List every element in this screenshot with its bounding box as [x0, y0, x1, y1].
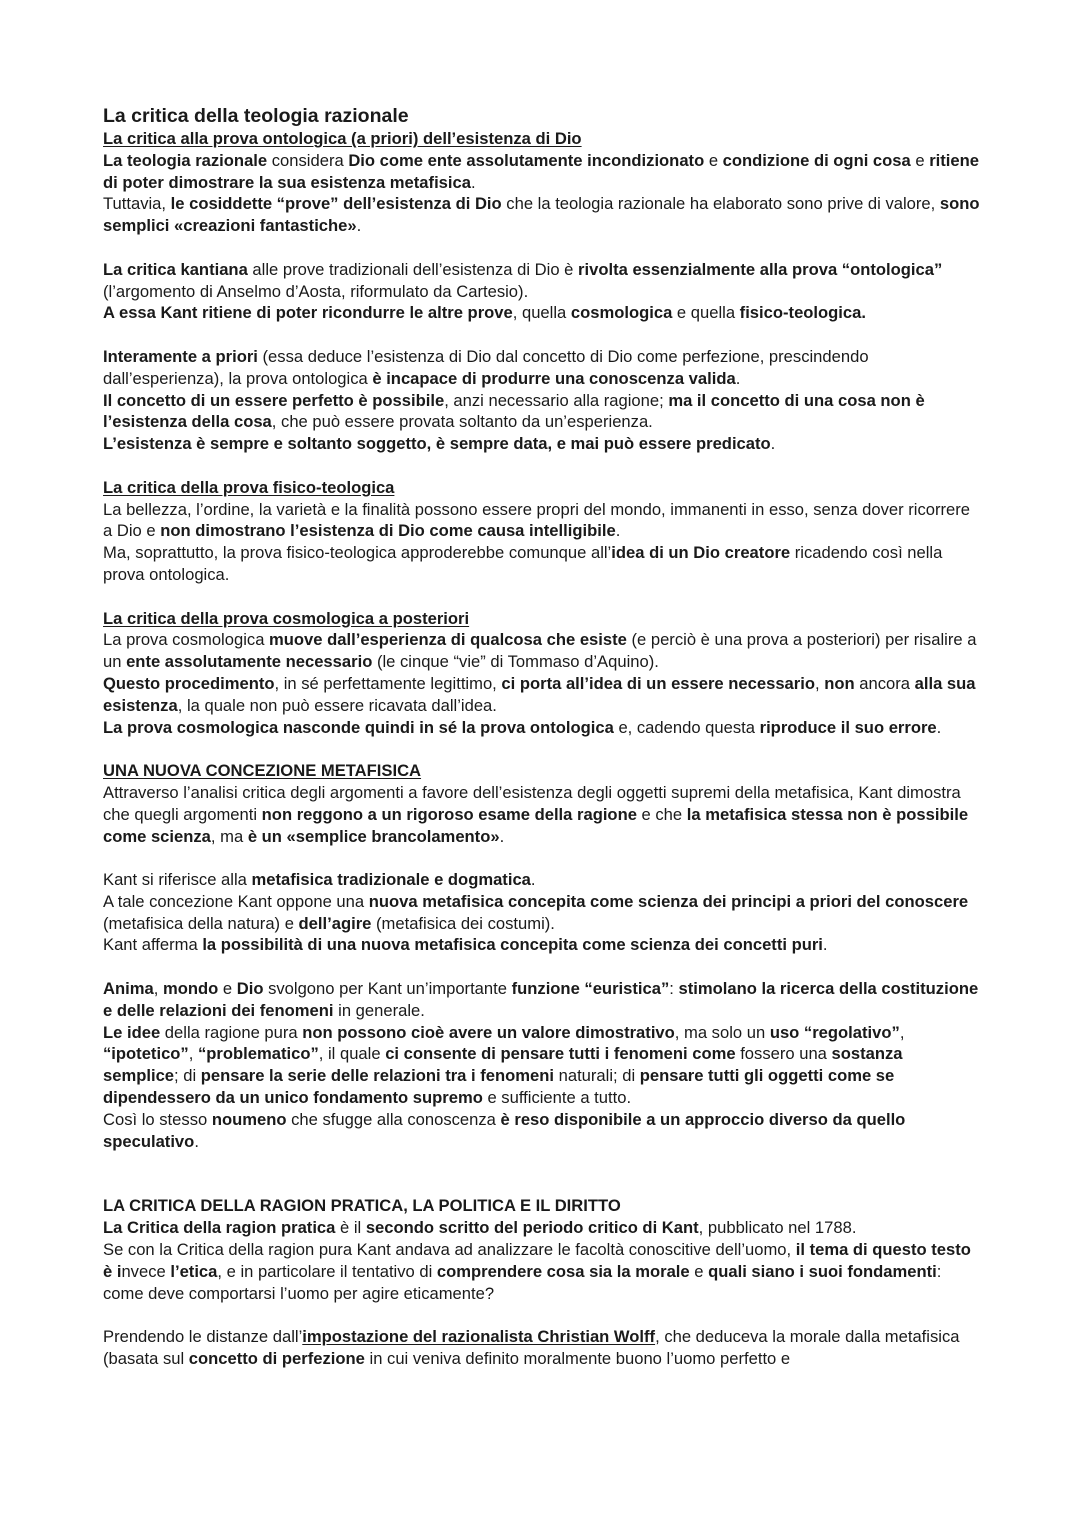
text-run: , che può essere provata soltanto da un’esperienza. [271, 412, 653, 432]
paragraph [103, 891, 980, 935]
text-run: , anzi necessario alla ragione; [444, 390, 669, 410]
text-run: , la quale non può essere ricavata dall’idea. [177, 695, 497, 715]
bold-text: è un «semplice brancolamento» [247, 826, 500, 846]
text-run: . [470, 172, 476, 192]
section-heading-practical-reason: LA CRITICA DELLA RAGION PRATICA, LA POLITICA E IL DIRITTO [103, 1196, 621, 1216]
bold-text: non dimostrano l’esistenza di Dio come causa intelligibile [160, 521, 616, 541]
bold-text: Questo procedimento [103, 673, 275, 693]
text-run: (le cinque “vie” di Tommaso d’Aquino). [372, 652, 659, 672]
text-run: , ma [210, 826, 248, 846]
text-run: Attraverso l’analisi critica degli argomenti a favore dell’esistenza degli oggetti supremi della metafisica, Kant dimostra che quegli argomenti [103, 782, 961, 824]
text-run: , e in particolare il tentativo di [217, 1261, 437, 1281]
text-run: considera [267, 150, 349, 170]
bold-text: idea di un Dio creatore [611, 543, 791, 563]
bold-text: ma il concetto di una cosa non è l’esistenza della cosa [103, 390, 925, 432]
bold-text: la metafisica stessa non è possibile come scienza [103, 804, 969, 846]
bold-text: condizione di ogni cosa [722, 150, 911, 170]
bold-text: sostanza semplice [103, 1044, 903, 1086]
paragraph [103, 302, 980, 324]
text-run: che sfugge alla conoscenza [286, 1109, 501, 1129]
text-run: è il [335, 1218, 366, 1238]
bold-text: La prova cosmologica nasconde quindi in sé la prova ontologica [103, 717, 614, 737]
paragraph [103, 782, 980, 847]
text-run: (e perciò è una prova a posteriori) per risalire a un [103, 630, 977, 672]
page-title: La critica della teologia razionale [103, 105, 409, 127]
text-run: (l’argomento di Anselmo d’Aosta, riformulato da Cartesio). [103, 281, 529, 301]
bold-text: dell’agire [298, 913, 372, 933]
bold-text: La critica kantiana [103, 259, 248, 279]
text-run: , in sé perfettamente legittimo, [274, 673, 502, 693]
underlined-text: impostazione del razionalista Christian Wolff [302, 1327, 656, 1347]
text-run: , [153, 979, 163, 999]
text-run: Tuttavia, [103, 194, 171, 214]
text-run: e sufficiente a tutto. [482, 1088, 632, 1108]
bold-text: stimolano la ricerca della costituzione e delle relazioni dei fenomeni [103, 979, 979, 1020]
paragraph [103, 629, 980, 673]
text-run: . [735, 368, 741, 388]
bold-text: non possono cioè avere un valore dimostrativo [302, 1022, 675, 1042]
paragraph [103, 978, 980, 1022]
bold-text: è incapace di produrre una conoscenza valida [372, 368, 736, 388]
text-run: , il quale [318, 1044, 386, 1064]
text-run: La bellezza, l’ordine, la varietà e la finalità possono essere propri del mondo, immanenti in esso, senza dover ricorrere a Dio e [103, 499, 971, 541]
bold-text: metafisica tradizionale e dogmatica [251, 870, 531, 890]
text-run: , [899, 1022, 905, 1042]
paragraph [103, 1022, 980, 1109]
text-run: e, cadendo questa [613, 717, 760, 737]
text-run: . [615, 521, 621, 541]
bold-text: Dio come ente assolutamente incondizionato [348, 150, 705, 170]
text-run: in generale. [333, 1000, 425, 1020]
paragraph [103, 499, 980, 543]
paragraph [103, 193, 980, 237]
section-heading-cosmological: La critica della prova cosmologica a posteriori [103, 608, 470, 628]
text-run: . [356, 216, 362, 236]
text-run: Così lo stesso [103, 1109, 212, 1129]
text-run: Ma, soprattutto, la prova fisico-teologica approderebbe comunque all’ [103, 543, 612, 563]
bold-text: noumeno [211, 1109, 287, 1129]
bold-text: Le idee [103, 1022, 161, 1042]
paragraph [103, 1217, 980, 1239]
paragraph [103, 1326, 980, 1370]
text-run: : [669, 979, 679, 999]
text-run: della ragione pura [160, 1022, 303, 1042]
text-run: e [689, 1261, 709, 1281]
paragraph [103, 150, 980, 194]
text-run: . [822, 935, 828, 955]
paragraph [103, 346, 980, 390]
text-run: A tale concezione Kant oppone una [103, 891, 369, 911]
section-heading-new-metaphysics: UNA NUOVA CONCEZIONE METAFISICA [103, 761, 422, 781]
text-run: . [530, 870, 536, 890]
bold-text: ci consente di pensare tutti i fenomeni come [385, 1044, 736, 1064]
paragraph [103, 673, 980, 717]
bold-text: rivolta essenzialmente alla prova “ontologica” [578, 259, 943, 279]
section-heading-physicotheological: La critica della prova fisico-teologica [103, 477, 395, 497]
text-run: che la teologia razionale ha elaborato sono prive di valore, [501, 194, 940, 214]
bold-text: “ipotetico” [103, 1044, 189, 1064]
bold-text: non reggono a un rigoroso esame della ragione [261, 804, 637, 824]
text-run: Kant afferma [103, 935, 203, 955]
text-run: svolgono per Kant un’importante [263, 979, 512, 999]
bold-text: pensare tutti gli oggetti come se dipendessero da un unico fondamento supremo [103, 1066, 895, 1108]
bold-text: ritiene di poter dimostrare la sua esistenza metafisica [103, 150, 980, 192]
bold-text: non [824, 673, 855, 693]
text-run: ricadendo così nella prova ontologica. [103, 543, 943, 584]
text-run: e [218, 979, 237, 999]
paragraph [103, 259, 980, 303]
bold-text: uso “regolativo” [769, 1022, 900, 1042]
bold-text: l’etica [170, 1261, 218, 1281]
bold-text: La Critica della ragion pratica [103, 1218, 336, 1238]
text-run: . [499, 826, 505, 846]
text-run: , che deduceva la morale dalla metafisica (basata sul [103, 1327, 960, 1369]
text-run: in cui veniva definito moralmente buono l’uomo perfetto e [364, 1349, 791, 1369]
paragraph [103, 390, 980, 434]
text-run: (metafisica della natura) e [103, 913, 299, 933]
bold-text: Il concetto di un essere perfetto è possibile [103, 390, 445, 410]
bold-text: ci porta all’idea di un essere necessario [501, 673, 815, 693]
bold-text: muove dall’esperienza di qualcosa che esiste [269, 630, 627, 650]
bold-text: la possibilità di una nuova metafisica concepita come scienza dei concetti puri [202, 935, 823, 955]
bold-text: A essa Kant ritiene di poter ricondurre le altre prove [103, 303, 513, 323]
paragraph [103, 869, 980, 891]
bold-text: il tema di questo testo è i [103, 1240, 971, 1281]
text-run: fossero una [735, 1044, 832, 1064]
section-heading-ontological: La critica alla prova ontologica (a priori) dell’esistenza di Dio [103, 129, 582, 148]
bold-text: quali siano i suoi fondamenti [708, 1261, 937, 1281]
bold-text: secondo scritto del periodo critico di Kant [365, 1218, 699, 1238]
paragraph [103, 1109, 980, 1153]
bold-text: concetto di perfezione [188, 1349, 365, 1369]
text-run: , quella [512, 303, 571, 323]
text-run: nvece [121, 1261, 171, 1281]
text-run: . [936, 717, 942, 737]
text-run: alle prove tradizionali dell’esistenza di Dio è [247, 259, 579, 279]
bold-text: pensare la serie delle relazioni tra i fenomeni [200, 1066, 554, 1086]
bold-text: comprendere cosa sia la morale [436, 1261, 690, 1281]
bold-text: nuova metafisica concepita come scienza dei principi a priori del conoscere [368, 891, 969, 911]
bold-text: Anima [103, 979, 154, 999]
bold-text [302, 1327, 655, 1346]
bold-text: riproduce il suo errore [759, 717, 937, 737]
text-run: e [704, 150, 723, 170]
text-run: , ma solo un [674, 1022, 770, 1042]
text-run: e che [636, 804, 687, 824]
paragraph [103, 1239, 980, 1304]
bold-text: Dio [236, 979, 264, 999]
bold-text: è reso disponibile a un approccio diverso da quello speculativo [103, 1109, 906, 1151]
text-run: e [910, 150, 930, 170]
bold-text: alla sua esistenza [103, 673, 976, 715]
text-run: . [194, 1131, 199, 1151]
paragraph [103, 433, 980, 455]
text-run: naturali; di [554, 1066, 640, 1086]
bold-text: ente assolutamente necessario [126, 652, 373, 672]
bold-text: le cosiddette “prove” dell’esistenza di Dio [170, 194, 502, 214]
bold-text: Interamente a priori [103, 346, 258, 366]
bold-text: sono semplici «creazioni fantastiche» [103, 194, 980, 236]
text-run: , pubblicato nel 1788. [698, 1218, 857, 1238]
text-run: , [815, 673, 825, 693]
text-run: . [770, 434, 776, 454]
text-run: Se con la Critica della ragion pura Kant andava ad analizzare le facoltà conoscitive dell’uomo, [103, 1240, 796, 1260]
text-run: ; di [174, 1066, 201, 1086]
text-run: La prova cosmologica [103, 630, 270, 650]
bold-text: fisico-teologica. [739, 303, 866, 323]
paragraph [103, 717, 980, 739]
paragraph [103, 934, 980, 956]
text-run: Prendendo le distanze dall’ [103, 1327, 303, 1347]
bold-text: L’esistenza è sempre e soltanto soggetto, è sempre data, e mai può essere predicato [103, 434, 771, 454]
paragraph [103, 542, 980, 586]
bold-text: mondo [162, 979, 219, 999]
text-run: ancora [854, 673, 915, 693]
text-run: Kant si riferisce alla [103, 870, 252, 890]
bold-text: “problematico” [197, 1044, 319, 1064]
text-run: , [188, 1044, 198, 1064]
text-run: (metafisica dei costumi). [371, 913, 555, 933]
text-run: e quella [672, 303, 740, 323]
bold-text: La teologia razionale [103, 150, 268, 170]
bold-text: funzione “euristica” [511, 979, 670, 999]
text-run: : come deve comportarsi l’uomo per agire eticamente? [103, 1261, 942, 1303]
bold-text: cosmologica [570, 303, 673, 323]
text-run: (essa deduce l’esistenza di Dio dal concetto di Dio come perfezione, prescindendo dall’esperienza), la prova ontologica [103, 346, 869, 388]
